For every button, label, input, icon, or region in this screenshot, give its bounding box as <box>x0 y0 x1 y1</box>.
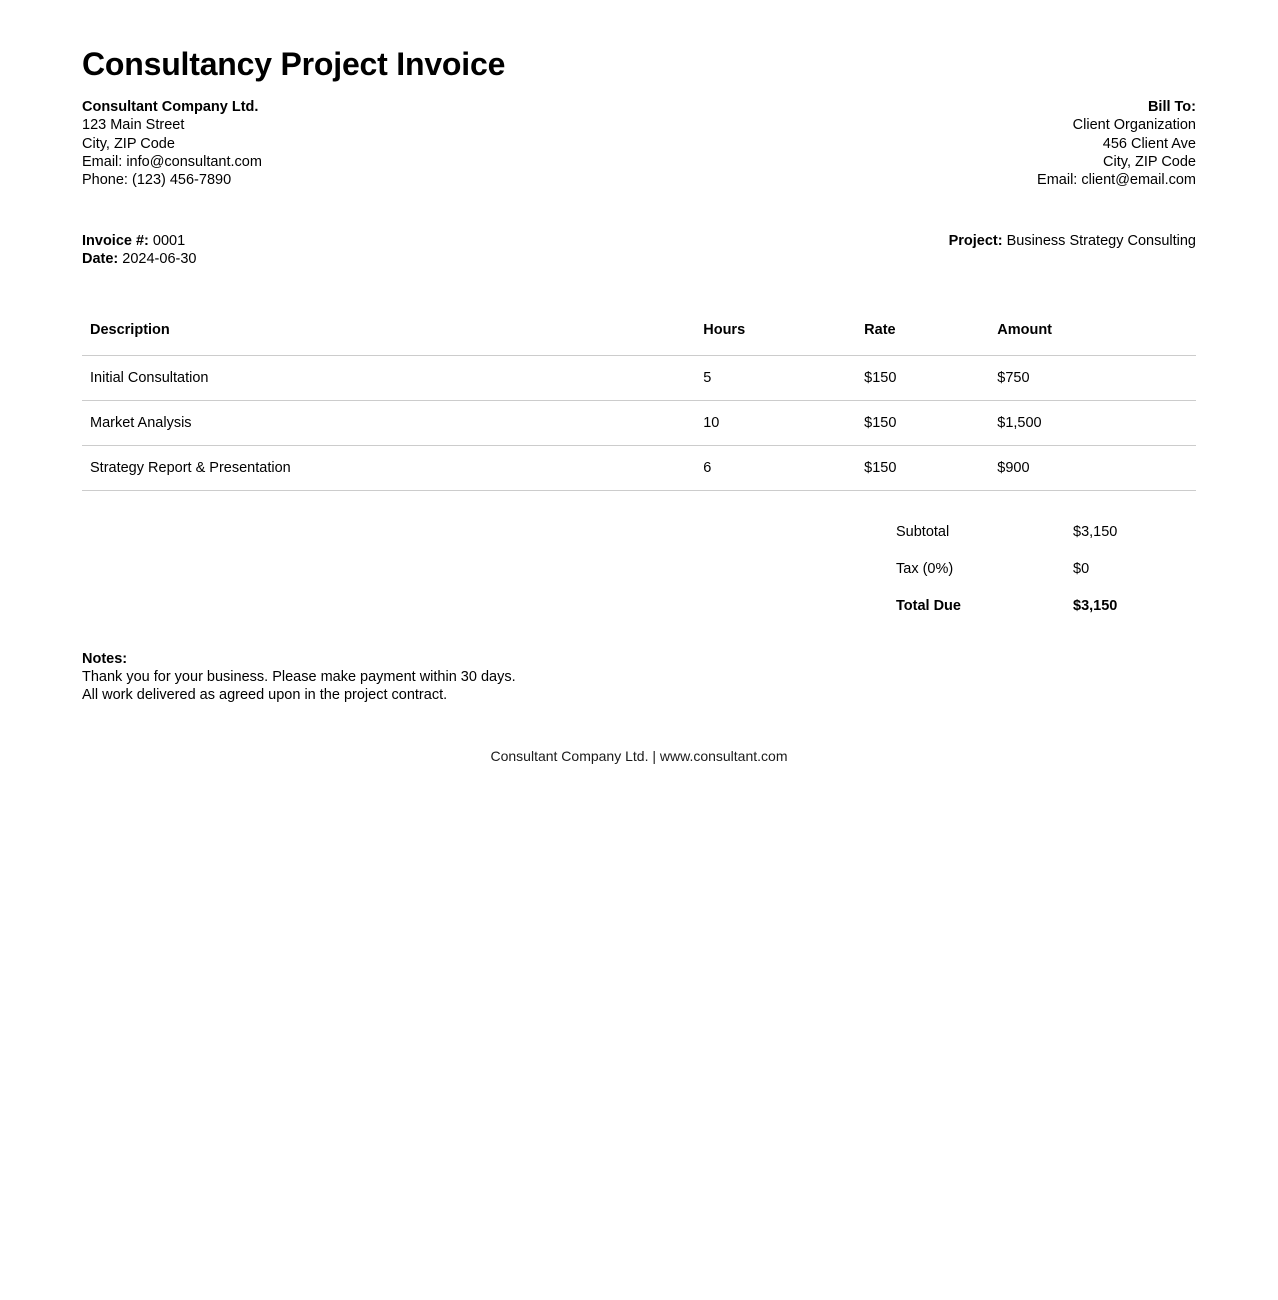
bill-to-block <box>1037 98 1196 189</box>
invoice-sheet <box>82 0 1196 764</box>
seller-address-line-2: City, ZIP Code <box>82 135 175 152</box>
seller-phone: Phone: (123) 456-7890 <box>82 172 232 188</box>
subtotal-row <box>896 524 1196 561</box>
cell-hours: 6 <box>703 445 864 490</box>
column-header-description: Description <box>90 321 170 338</box>
line-items-header <box>82 322 1196 356</box>
table-row <box>82 355 1196 400</box>
seller-name: Consultant Company Ltd. <box>82 99 259 116</box>
invoice-number-row <box>82 232 196 250</box>
invoice-date-label: Date: <box>82 251 119 268</box>
subtotal-label: Subtotal <box>896 523 950 540</box>
seller-address-line-1: 123 Main Street <box>82 117 185 134</box>
tax-label: Tax (0%) <box>896 560 954 577</box>
total-due-value: $3,150 <box>1073 597 1118 614</box>
line-items-table <box>82 322 1196 491</box>
cell-description: Strategy Report & Presentation <box>82 445 703 490</box>
notes-line-2: All work delivered as agreed upon in the project contract. <box>82 687 448 704</box>
cell-description: Initial Consultation <box>82 355 703 400</box>
table-row <box>82 445 1196 490</box>
invoice-meta-right <box>949 232 1196 250</box>
column-header-amount: Amount <box>997 321 1053 338</box>
page-title: Consultancy Project Invoice <box>82 46 506 82</box>
seller-email: Email: info@consultant.com <box>82 153 262 170</box>
invoice-date-row <box>82 250 196 268</box>
total-due-label: Total Due <box>896 597 961 614</box>
totals-section <box>896 524 1196 614</box>
notes-line-1: Thank you for your business. Please make payment within 30 days. <box>82 668 516 685</box>
project-value: Business Strategy Consulting <box>1006 233 1196 250</box>
invoice-meta-left <box>82 232 196 268</box>
tax-row <box>896 561 1196 598</box>
cell-rate: $150 <box>864 355 997 400</box>
cell-rate: $150 <box>864 445 997 490</box>
parties-section <box>82 98 1196 189</box>
page-footer: Consultant Company Ltd. | www.consultant.com <box>490 748 788 765</box>
bill-to-address-line-2: City, ZIP Code <box>1103 153 1196 170</box>
project-label: Project: <box>948 233 1003 250</box>
total-due-row <box>896 598 1196 614</box>
column-header-hours: Hours <box>703 321 746 338</box>
invoice-number-label: Invoice #: <box>82 233 149 250</box>
notes-section <box>82 650 1196 705</box>
table-header-row <box>82 322 1196 356</box>
cell-rate: $150 <box>864 400 997 445</box>
bill-to-email: Email: client@email.com <box>1037 172 1196 188</box>
cell-amount: $750 <box>997 355 1196 400</box>
column-header-rate: Rate <box>864 321 896 338</box>
invoice-meta-section <box>82 232 1196 268</box>
cell-amount: $900 <box>997 445 1196 490</box>
subtotal-value: $3,150 <box>1073 523 1118 540</box>
invoice-number-value: 0001 <box>152 233 186 250</box>
seller-block <box>82 98 262 189</box>
cell-hours: 5 <box>703 355 864 400</box>
tax-value: $0 <box>1073 560 1090 577</box>
notes-heading: Notes: <box>82 650 128 667</box>
cell-amount: $1,500 <box>997 400 1196 445</box>
project-row <box>949 232 1196 250</box>
bill-to-organization: Client Organization <box>1072 117 1196 134</box>
bill-to-address-line-1: 456 Client Ave <box>1102 135 1196 152</box>
line-items-body <box>82 355 1196 490</box>
table-row <box>82 400 1196 445</box>
cell-hours: 10 <box>703 400 864 445</box>
bill-to-heading: Bill To: <box>1147 99 1196 116</box>
invoice-date-value: 2024-06-30 <box>122 251 197 268</box>
cell-description: Market Analysis <box>82 400 703 445</box>
